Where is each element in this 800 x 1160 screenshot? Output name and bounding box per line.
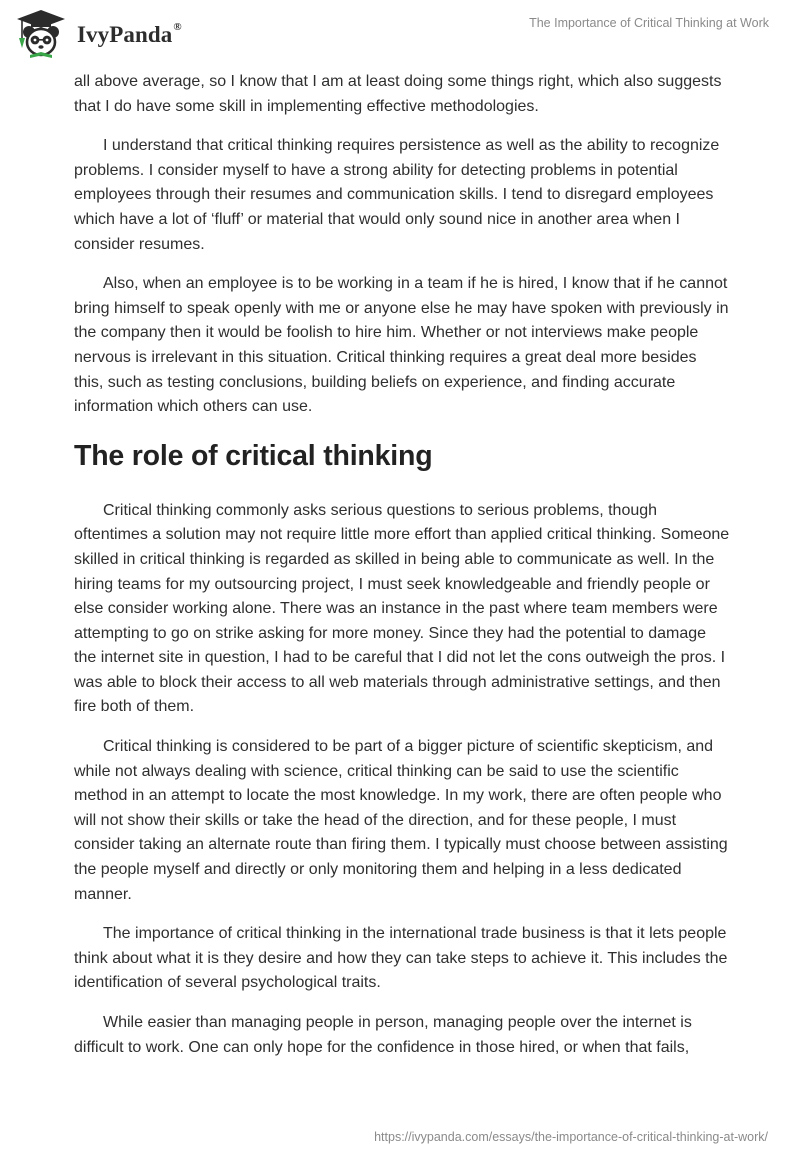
paragraph: The importance of critical thinking in the international trade business is that it lets people think about what it is they desire and how they can take steps to achieve it. This includes the identification of several psychological traits. — [74, 925, 728, 992]
essay-content — [74, 70, 730, 1075]
registered-mark: ® — [173, 21, 182, 34]
section-heading: The role of critical thinking — [74, 439, 433, 472]
panda-graduate-icon — [14, 8, 68, 60]
paragraph: Critical thinking commonly asks serious questions to serious problems, though oftentimes a solution may not require little more effort than applied critical thinking. Someone skilled in critical thinking is regarded as skilled in being able to communicate as well. In the hiring teams for my outsourcing project, I must seek knowledgeable and friendly people or else consider working alone. There was an instance in the past where team members were attempting to go on strike asking for more money. Since they had the potential to damage the internet site in question, I had to be careful that I did not let the cons outweigh the pros. I was able to block their access to all web materials through administrative settings, and then fire both of them. — [74, 501, 730, 716]
paragraph: Also, when an employee is to be working in a team if he is hired, I know that if he cannot bring himself to speak openly with me or anyone else he may have spoken with previously in the company then it would be foolish to hire him. Whether or not interviews make people nervous is irrelevant in this situation. Critical thinking requires a great deal more besides this, such as testing conclusions, building beliefs on experience, and finding accurate information which others can use. — [74, 275, 729, 416]
running-title: The Importance of Critical Thinking at Work — [529, 16, 769, 30]
footer-source-url[interactable]: https://ivypanda.com/essays/the-importance-of-critical-thinking-at-work/ — [374, 1130, 768, 1144]
paragraph: all above average, so I know that I am at least doing some things right, which also suggests that I do have some skill in implementing effective methodologies. — [74, 73, 722, 115]
paragraph: Critical thinking is considered to be part of a bigger picture of scientific skepticism, and while not always dealing with science, critical thinking can be said to use the scientific method in an attempt to locate the most knowledge. In my work, there are often people who will not show their skills or take the head of the direction, and for these people, I must consider taking an alternate route than firing them. I typically must choose between assisting the people myself and directly or only monitoring them and helping in a less dedicated manner. — [74, 738, 728, 903]
brand-name: IvyPanda® — [77, 21, 182, 47]
paragraph: While easier than managing people in person, managing people over the internet is difficult to work. One can only hope for the confidence in those hired, or when that fails, — [74, 1014, 692, 1056]
page-header — [0, 0, 800, 70]
ivypanda-logo[interactable] — [14, 8, 182, 60]
paragraph: I understand that critical thinking requires persistence as well as the ability to recognize problems. I consider myself to have a strong ability for detecting problems in potential employees through their resumes and communication skills. I tend to disregard employees which have a lot of ‘fluff’ or material that would only sound nice in another area when I consider resumes. — [74, 137, 720, 253]
